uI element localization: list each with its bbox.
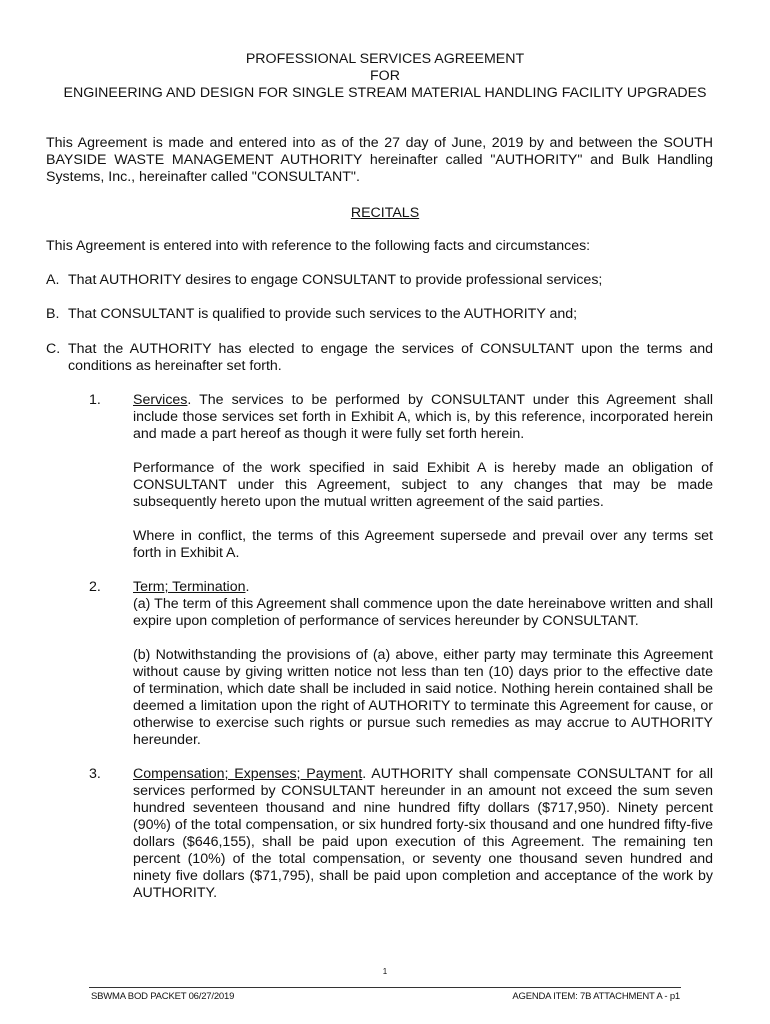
recital-item bbox=[46, 272, 713, 289]
section-paragraph: Performance of the work specified in said Exhibit A is hereby made an obligation of CONSULTANT under this Agreement, subject to any changes that may be made subsequently hereto upon the mutual written agreement of the said parties. bbox=[133, 460, 713, 510]
section-text: (a) The term of this Agreement shall commence upon the date hereinabove written and shall expire upon completion of performance of services hereunder by CONSULTANT. bbox=[133, 596, 713, 629]
section-number: 3. bbox=[89, 766, 101, 782]
section-paragraph bbox=[133, 579, 713, 630]
recital-letter: B. bbox=[46, 306, 60, 322]
footer-left: SBWMA BOD PACKET 06/27/2019 bbox=[91, 991, 235, 1002]
agreement-subject: ENGINEERING AND DESIGN FOR SINGLE STREAM MATERIAL HANDLING FACILITY UPGRADES bbox=[63, 85, 707, 101]
page-number: 1 bbox=[382, 967, 388, 976]
recitals-context: This Agreement is entered into with reference to the following facts and circumstances: bbox=[46, 238, 591, 254]
section-number: 2. bbox=[89, 579, 101, 595]
recital-letter: C. bbox=[46, 341, 61, 357]
section-text: . The services to be performed by CONSULTANT under this Agreement shall include those services set forth in Exhibit A, which is, by this reference, incorporated herein and made a part hereof as though it were fully set forth herein. bbox=[133, 392, 713, 442]
section-text: . AUTHORITY shall compensate CONSULTANT for all services performed by CONSULTANT hereunder in an amount not exceed the sum seven hundred seventeen thousand and nine hundred fifty dollars ($717,950). Ninety percent (90%) of the total compensation, or six hundred forty-six thousand and one hundred fifty-five dollars ($646,155), shall be paid upon execution of this Agreement. The remaining ten percent (10%) of the total compensation, or seventy one thousand seven hundred and ninety five dollars ($71,795), shall be paid upon completion and acceptance of the work by AUTHORITY. bbox=[133, 766, 713, 901]
section-heading: Term; Termination bbox=[133, 579, 246, 595]
recital-item bbox=[46, 306, 713, 323]
intro-paragraph: This Agreement is made and entered into as of the 27 day of June, 2019 by and between the SOUTH BAYSIDE WASTE MANAGEMENT AUTHORITY hereinafter called "AUTHORITY" and Bulk Handling Systems, Inc., hereinafter called "CONSULTANT". bbox=[46, 135, 713, 185]
section-compensation bbox=[89, 766, 713, 902]
footer-divider bbox=[89, 987, 681, 988]
section-heading: Compensation; Expenses; Payment bbox=[133, 766, 363, 782]
agreement-title: PROFESSIONAL SERVICES AGREEMENT bbox=[245, 51, 525, 67]
recital-item bbox=[46, 341, 713, 375]
footer-right: AGENDA ITEM: 7B ATTACHMENT A - p1 bbox=[512, 991, 680, 1002]
section-services bbox=[89, 392, 713, 562]
section-term-termination bbox=[89, 579, 713, 749]
section-paragraph: Where in conflict, the terms of this Agreement supersede and prevail over any terms set forth in Exhibit A. bbox=[133, 528, 713, 561]
recital-letter: A. bbox=[46, 272, 60, 288]
section-number: 1. bbox=[89, 392, 101, 408]
agreement-title-for: FOR bbox=[370, 68, 400, 84]
section-paragraph: (b) Notwithstanding the provisions of (a) above, either party may terminate this Agreement without cause by giving written notice not less than ten (10) days prior to the effective date of termination, which date shall be included in said notice. Nothing herein contained shall be deemed a limitation upon the right of AUTHORITY to terminate this Agreement for cause, or otherwise to exercise such rights or pursue such remedies as may accrue to AUTHORITY hereunder. bbox=[133, 647, 713, 748]
section-heading-suffix: . bbox=[245, 579, 250, 595]
section-heading: Services bbox=[133, 392, 188, 408]
section-paragraph bbox=[133, 392, 713, 443]
recital-text: That CONSULTANT is qualified to provide such services to the AUTHORITY and; bbox=[68, 306, 578, 322]
section-paragraph bbox=[133, 766, 713, 902]
recitals-heading: RECITALS bbox=[350, 205, 420, 221]
recital-text: That AUTHORITY desires to engage CONSULTANT to provide professional services; bbox=[68, 272, 603, 288]
recital-text: That the AUTHORITY has elected to engage the services of CONSULTANT upon the terms and conditions as hereinafter set forth. bbox=[68, 341, 713, 374]
